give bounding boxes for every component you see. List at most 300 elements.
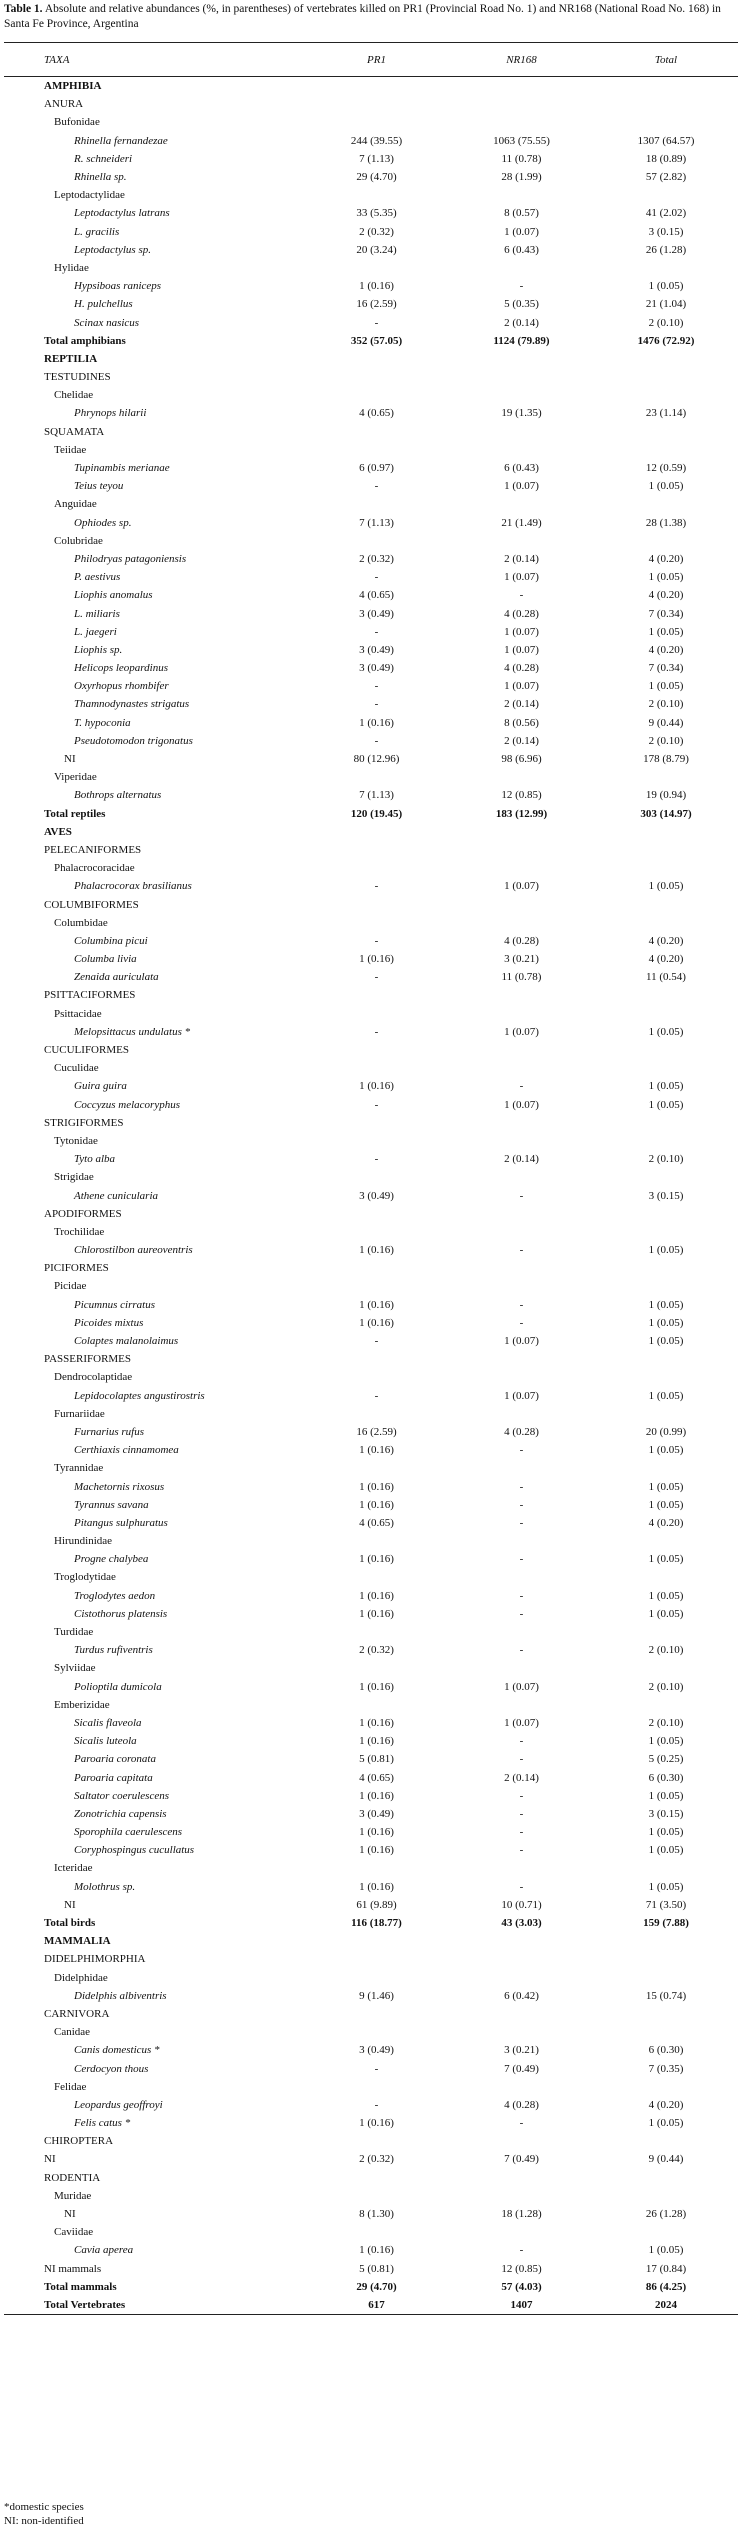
total-cell: 21 (1.04) — [645, 298, 687, 311]
taxon-cell: CUCULIFORMES — [44, 1044, 129, 1057]
nr168-cell — [449, 859, 594, 877]
species-row — [4, 1241, 738, 1259]
nr168-cell: 2 (0.14) — [504, 734, 539, 747]
taxon-cell: CARNIVORA — [44, 2007, 110, 2020]
nr168-cell: - — [519, 1498, 524, 1511]
pr1-cell: - — [374, 1153, 379, 1166]
group-row — [4, 113, 738, 131]
total-cell — [594, 859, 738, 877]
taxon-cell: Total birds — [44, 1917, 96, 1930]
pr1-cell: - — [374, 2062, 379, 2075]
nr168-cell: - — [519, 1244, 524, 1257]
pr1-cell — [304, 1459, 449, 1477]
total-cell: 2 (0.10) — [648, 698, 684, 711]
nr168-cell — [449, 1005, 594, 1023]
species-row — [4, 459, 738, 477]
taxon-cell: Oxyrhopus rhombifer — [74, 680, 169, 693]
total-cell: 2 (0.10) — [648, 1153, 684, 1166]
total-cell: 1 (0.05) — [648, 880, 684, 893]
group-row — [4, 2260, 738, 2278]
nr168-cell: 10 (0.71) — [501, 1898, 542, 1911]
species-row — [4, 641, 738, 659]
taxon-cell: Viperidae — [54, 771, 97, 784]
group-row — [4, 768, 738, 786]
pr1-cell: 1 (0.16) — [359, 1716, 394, 1729]
pr1-cell — [304, 1950, 449, 1968]
group-row — [4, 1223, 738, 1241]
nr168-cell: - — [519, 2117, 524, 2130]
total-cell: 1 (0.05) — [648, 625, 684, 638]
total-cell: 1 (0.05) — [648, 1335, 684, 1348]
total-cell: 17 (0.84) — [645, 2262, 687, 2275]
nr168-cell: 18 (1.28) — [501, 2208, 542, 2221]
species-row — [4, 241, 738, 259]
taxon-cell: PASSERIFORMES — [44, 1353, 132, 1366]
nr168-cell: 4 (0.28) — [504, 607, 539, 620]
nr168-cell: 6 (0.43) — [504, 243, 539, 256]
taxon-cell: TESTUDINES — [44, 371, 111, 384]
footnote-domestic: *domestic species — [4, 2501, 84, 2513]
pr1-cell: 4 (0.65) — [359, 1771, 394, 1784]
nr168-cell: 4 (0.28) — [504, 662, 539, 675]
pr1-cell: 1 (0.16) — [359, 1735, 394, 1748]
total-cell — [594, 2187, 738, 2205]
species-row — [4, 1641, 738, 1659]
species-row — [4, 968, 738, 986]
total-cell — [594, 1205, 738, 1223]
pr1-cell: 7 (1.13) — [359, 152, 394, 165]
nr168-cell: 57 (4.03) — [501, 2280, 542, 2293]
nr168-cell — [449, 914, 594, 932]
pr1-cell — [304, 1168, 449, 1186]
taxon-cell: NI — [64, 2208, 76, 2221]
nr168-cell: 1124 (79.89) — [493, 334, 550, 347]
group-row — [4, 1459, 738, 1477]
taxon-cell: Phrynops hilarii — [74, 407, 147, 420]
species-row — [4, 2114, 738, 2132]
nr168-cell — [449, 2187, 594, 2205]
pr1-cell: 1 (0.16) — [359, 1480, 394, 1493]
pr1-cell: - — [374, 680, 379, 693]
nr168-cell: - — [519, 1753, 524, 1766]
pr1-cell — [304, 1005, 449, 1023]
total-cell — [594, 1932, 738, 1950]
taxon-cell: Columbidae — [54, 916, 108, 929]
nr168-cell: 7 (0.49) — [504, 2062, 539, 2075]
taxon-cell: Strigidae — [54, 1171, 94, 1184]
total-cell — [594, 368, 738, 386]
nr168-cell: 12 (0.85) — [501, 789, 542, 802]
pr1-cell: 61 (9.89) — [356, 1898, 397, 1911]
taxon-cell: Felis catus * — [74, 2117, 131, 2130]
taxon-cell: Sicalis flaveola — [74, 1716, 142, 1729]
taxon-cell: Lepidocolaptes angustirostris — [74, 1389, 205, 1402]
total-cell — [594, 423, 738, 441]
taxon-cell: PICIFORMES — [44, 1262, 109, 1275]
total-cell — [594, 1223, 738, 1241]
group-row — [4, 1532, 738, 1550]
pr1-cell — [304, 1568, 449, 1586]
total-cell — [594, 1969, 738, 1987]
species-row — [4, 1023, 738, 1041]
total-cell — [594, 1114, 738, 1132]
total-cell — [594, 2132, 738, 2150]
nr168-cell — [449, 2132, 594, 2150]
total-cell — [594, 441, 738, 459]
total-cell — [594, 386, 738, 404]
nr168-cell — [449, 1132, 594, 1150]
group-row — [4, 895, 738, 913]
taxon-cell: Pseudotomodon trigonatus — [74, 734, 193, 747]
total-cell: 9 (0.44) — [648, 2153, 684, 2166]
group-row — [4, 1277, 738, 1295]
taxon-cell: Chelidae — [54, 389, 94, 402]
taxon-cell: Total Vertebrates — [4, 2296, 304, 2315]
taxon-cell: H. pulchellus — [74, 298, 133, 311]
total-cell: 1 (0.05) — [648, 1844, 684, 1857]
group-row — [4, 1696, 738, 1714]
nr168-cell: 4 (0.28) — [504, 2098, 539, 2111]
total-cell — [594, 1532, 738, 1550]
nr168-cell: - — [519, 1807, 524, 1820]
nr168-cell: - — [519, 1607, 524, 1620]
taxon-cell: Picumnus cirratus — [74, 1298, 155, 1311]
pr1-cell: - — [374, 1025, 379, 1038]
species-row — [4, 1768, 738, 1786]
pr1-cell: 244 (39.55) — [350, 134, 403, 147]
species-row — [4, 1296, 738, 1314]
pr1-cell — [304, 1932, 449, 1950]
group-row — [4, 2223, 738, 2241]
nr168-cell — [449, 1459, 594, 1477]
nr168-cell: - — [519, 1789, 524, 1802]
nr168-cell: 3 (0.21) — [504, 953, 539, 966]
total-cell: 3 (0.15) — [648, 1189, 684, 1202]
species-row — [4, 623, 738, 641]
species-row — [4, 2096, 738, 2114]
pr1-cell: 16 (2.59) — [356, 1425, 397, 1438]
nr168-cell: - — [519, 1298, 524, 1311]
nr168-cell — [449, 95, 594, 113]
nr168-cell — [449, 2023, 594, 2041]
nr168-cell — [449, 841, 594, 859]
nr168-cell — [449, 823, 594, 841]
nr168-cell: 11 (0.78) — [501, 971, 542, 984]
taxon-cell: Hirundinidae — [54, 1535, 113, 1548]
nr168-cell — [449, 2078, 594, 2096]
total-cell: 1 (0.05) — [648, 1589, 684, 1602]
total-cell: 2 (0.10) — [648, 1644, 684, 1657]
total-cell — [594, 532, 738, 550]
taxon-cell: Saltator coerulescens — [74, 1789, 170, 1802]
taxon-cell: Sylviidae — [54, 1662, 96, 1675]
class-row — [4, 350, 738, 368]
taxon-cell: Troglodytes aedon — [74, 1589, 156, 1602]
class-row — [4, 1932, 738, 1950]
total-row — [4, 2296, 738, 2315]
pr1-cell: - — [374, 734, 379, 747]
taxon-cell: L. gracilis — [74, 225, 120, 238]
species-row — [4, 1787, 738, 1805]
total-cell: 1 (0.05) — [648, 480, 684, 493]
group-row — [4, 1568, 738, 1586]
pr1-cell — [304, 895, 449, 913]
taxon-cell: Canis domesticus * — [74, 2044, 160, 2057]
group-row — [4, 914, 738, 932]
total-cell: 1 (0.05) — [648, 1444, 684, 1457]
pr1-cell: 1 (0.16) — [359, 1553, 394, 1566]
pr1-cell — [304, 1223, 449, 1241]
group-row — [4, 2005, 738, 2023]
species-row — [4, 295, 738, 313]
pr1-cell: 1 (0.16) — [359, 1680, 394, 1693]
pr1-cell: 1 (0.16) — [359, 1444, 394, 1457]
total-cell — [594, 1132, 738, 1150]
total-cell: 1 (0.05) — [648, 1025, 684, 1038]
pr1-cell — [304, 2187, 449, 2205]
species-row — [4, 1987, 738, 2005]
species-row — [4, 1077, 738, 1095]
pr1-cell — [304, 2005, 449, 2023]
nr168-cell — [449, 495, 594, 513]
pr1-cell: 1 (0.16) — [359, 953, 394, 966]
total-cell: 1 (0.05) — [648, 1607, 684, 1620]
taxon-cell: Picoides mixtus — [74, 1316, 144, 1329]
nr168-cell — [449, 350, 594, 368]
total-cell: 9 (0.44) — [648, 716, 684, 729]
abundance-table — [4, 42, 738, 2315]
pr1-cell: - — [374, 971, 379, 984]
taxon-cell: Muridae — [54, 2189, 92, 2202]
total-cell: 159 (7.88) — [643, 1917, 689, 1930]
taxon-cell: Hypsiboas raniceps — [74, 280, 162, 293]
nr168-cell: 8 (0.56) — [504, 716, 539, 729]
taxon-cell: Zenaida auriculata — [74, 971, 159, 984]
total-cell — [594, 95, 738, 113]
group-row — [4, 368, 738, 386]
nr168-cell: 1 (0.07) — [504, 680, 539, 693]
total-cell: 28 (1.38) — [645, 516, 687, 529]
nr168-cell — [449, 1277, 594, 1295]
total-cell: 1 (0.05) — [648, 1298, 684, 1311]
taxon-cell: Teiidae — [54, 443, 87, 456]
total-cell — [594, 1950, 738, 1968]
pr1-cell: 20 (3.24) — [356, 243, 397, 256]
pr1-cell: - — [374, 480, 379, 493]
nr168-cell: - — [519, 1553, 524, 1566]
group-row — [4, 386, 738, 404]
pr1-cell: 1 (0.16) — [359, 1298, 394, 1311]
pr1-cell: 4 (0.65) — [359, 407, 394, 420]
species-row — [4, 1387, 738, 1405]
total-cell — [594, 1405, 738, 1423]
species-row — [4, 1605, 738, 1623]
nr168-cell: - — [519, 1189, 524, 1202]
taxon-cell: Hylidae — [54, 261, 89, 274]
total-cell: 4 (0.20) — [648, 1516, 684, 1529]
taxon-cell: DIDELPHIMORPHIA — [44, 1953, 146, 1966]
taxon-cell: Certhiaxis cinnamomea — [74, 1444, 179, 1457]
nr168-cell — [449, 1532, 594, 1550]
taxon-cell: Machetornis rixosus — [74, 1480, 165, 1493]
total-cell: 71 (3.50) — [645, 1898, 687, 1911]
nr168-cell: - — [519, 1480, 524, 1493]
group-row — [4, 1005, 738, 1023]
total-cell — [594, 2078, 738, 2096]
total-cell: 26 (1.28) — [645, 243, 687, 256]
pr1-cell: 3 (0.49) — [359, 662, 394, 675]
group-row — [4, 186, 738, 204]
total-cell — [594, 495, 738, 513]
taxon-cell: Phalacrocorax brasilianus — [74, 880, 192, 893]
total-cell: 2 (0.10) — [648, 734, 684, 747]
pr1-cell — [304, 368, 449, 386]
taxon-cell: Paroaria capitata — [74, 1771, 153, 1784]
nr168-cell: - — [519, 1735, 524, 1748]
pr1-cell: 3 (0.49) — [359, 1189, 394, 1202]
nr168-cell: 21 (1.49) — [501, 516, 542, 529]
taxon-cell: Furnarius rufus — [74, 1425, 144, 1438]
species-row — [4, 1841, 738, 1859]
species-row — [4, 404, 738, 422]
nr168-cell: - — [519, 280, 524, 293]
total-cell: 20 (0.99) — [645, 1425, 687, 1438]
taxon-cell: Cavia aperea — [74, 2244, 134, 2257]
taxon-cell: Rhinella sp. — [74, 171, 127, 184]
group-row — [4, 2023, 738, 2041]
pr1-cell: 1 (0.16) — [359, 2244, 394, 2257]
pr1-cell — [304, 423, 449, 441]
pr1-cell: 29 (4.70) — [356, 171, 397, 184]
class-row — [4, 77, 738, 96]
total-cell: 1 (0.05) — [648, 680, 684, 693]
taxon-cell: Athene cunicularia — [74, 1189, 159, 1202]
total-cell: 1 (0.05) — [648, 1080, 684, 1093]
taxon-cell: Zonotrichia capensis — [74, 1807, 167, 1820]
pr1-cell: 2 (0.32) — [359, 552, 394, 565]
taxon-cell: Dendrocolaptidae — [54, 1371, 133, 1384]
header-pr1: PR1 — [304, 43, 449, 77]
taxon-cell: Turdus rufiventris — [74, 1644, 153, 1657]
pr1-cell — [304, 914, 449, 932]
taxon-cell: Liophis anomalus — [74, 589, 153, 602]
taxon-cell: Coccyzus melacoryphus — [74, 1098, 181, 1111]
taxon-cell: AMPHIBIA — [44, 80, 102, 93]
pr1-cell: 7 (1.13) — [359, 516, 394, 529]
taxon-cell: Progne chalybea — [74, 1553, 149, 1566]
nr168-cell — [449, 2223, 594, 2241]
species-row — [4, 2241, 738, 2259]
species-row — [4, 604, 738, 622]
total-cell: 1 (0.05) — [648, 1498, 684, 1511]
group-row — [4, 441, 738, 459]
total-cell: 4 (0.20) — [648, 643, 684, 656]
nr168-cell — [449, 1568, 594, 1586]
pr1-cell — [304, 113, 449, 131]
taxon-cell: Tyrannus savana — [74, 1498, 149, 1511]
species-row — [4, 1714, 738, 1732]
total-cell — [594, 1005, 738, 1023]
species-row — [4, 1423, 738, 1441]
taxon-cell: Colaptes malanolaimus — [74, 1335, 179, 1348]
species-row — [4, 2041, 738, 2059]
nr168-cell: 1 (0.07) — [504, 1335, 539, 1348]
nr168-cell: 1 (0.07) — [504, 1389, 539, 1402]
total-cell — [594, 186, 738, 204]
pr1-cell — [304, 2223, 449, 2241]
group-row — [4, 1041, 738, 1059]
pr1-cell: 3 (0.49) — [359, 643, 394, 656]
pr1-cell: 1 (0.16) — [359, 716, 394, 729]
taxon-cell: Ophiodes sp. — [74, 516, 132, 529]
pr1-cell — [304, 1132, 449, 1150]
total-cell: 57 (2.82) — [645, 171, 687, 184]
pr1-cell: 1 (0.16) — [359, 1607, 394, 1620]
pr1-cell — [304, 1059, 449, 1077]
nr168-cell: 1 (0.07) — [504, 1680, 539, 1693]
pr1-cell — [304, 768, 449, 786]
pr1-cell: 4 (0.65) — [359, 589, 394, 602]
group-row — [4, 841, 738, 859]
taxon-cell: Cistothorus platensis — [74, 1607, 168, 1620]
taxon-cell: COLUMBIFORMES — [44, 898, 139, 911]
nr168-cell — [449, 2169, 594, 2187]
taxon-cell: Tytonidae — [54, 1134, 98, 1147]
species-row — [4, 932, 738, 950]
nr168-cell — [449, 1696, 594, 1714]
taxon-cell: Molothrus sp. — [74, 1880, 136, 1893]
total-cell: 23 (1.14) — [645, 407, 687, 420]
nr168-cell — [449, 532, 594, 550]
pr1-cell — [304, 95, 449, 113]
species-row — [4, 150, 738, 168]
pr1-cell: 1 (0.16) — [359, 1880, 394, 1893]
table-header-row — [4, 43, 738, 77]
pr1-cell — [304, 1368, 449, 1386]
pr1-cell: - — [374, 1335, 379, 1348]
nr168-cell — [449, 1223, 594, 1241]
total-cell: 1 (0.05) — [648, 571, 684, 584]
total-cell: 4 (0.20) — [648, 934, 684, 947]
pr1-cell: 1 (0.16) — [359, 1316, 394, 1329]
taxon-cell: Leptodactylidae — [54, 189, 125, 202]
nr168-cell: 2 (0.14) — [504, 698, 539, 711]
total-cell: 12 (0.59) — [645, 462, 687, 475]
taxon-cell: Teius teyou — [74, 480, 124, 493]
species-row — [4, 1441, 738, 1459]
nr168-cell — [449, 1859, 594, 1877]
nr168-cell: 1063 (75.55) — [493, 134, 550, 147]
nr168-cell — [449, 386, 594, 404]
pr1-cell: - — [374, 1098, 379, 1111]
total-cell: 2024 — [594, 2296, 738, 2315]
pr1-cell — [304, 2023, 449, 2041]
pr1-cell: 5 (0.81) — [359, 2262, 394, 2275]
nr168-cell — [449, 77, 594, 96]
nr168-cell — [449, 1659, 594, 1677]
caption-text: Absolute and relative abundances (%, in parentheses) of vertebrates killed on PR1 (Provincial Road No. 1) and NR168 (National Road No. 168) in Santa Fe Province, Argentina — [4, 3, 721, 30]
total-cell: 178 (8.79) — [643, 753, 689, 766]
nr168-cell: 1 (0.07) — [504, 571, 539, 584]
taxon-cell: Sicalis luteola — [74, 1735, 137, 1748]
taxon-cell: Cerdocyon thous — [74, 2062, 149, 2075]
total-row — [4, 805, 738, 823]
table-body — [4, 77, 738, 2315]
nr168-cell — [449, 1932, 594, 1950]
pr1-cell: 33 (5.35) — [356, 207, 397, 220]
pr1-cell: 8 (1.30) — [359, 2208, 394, 2221]
pr1-cell: 4 (0.65) — [359, 1516, 394, 1529]
